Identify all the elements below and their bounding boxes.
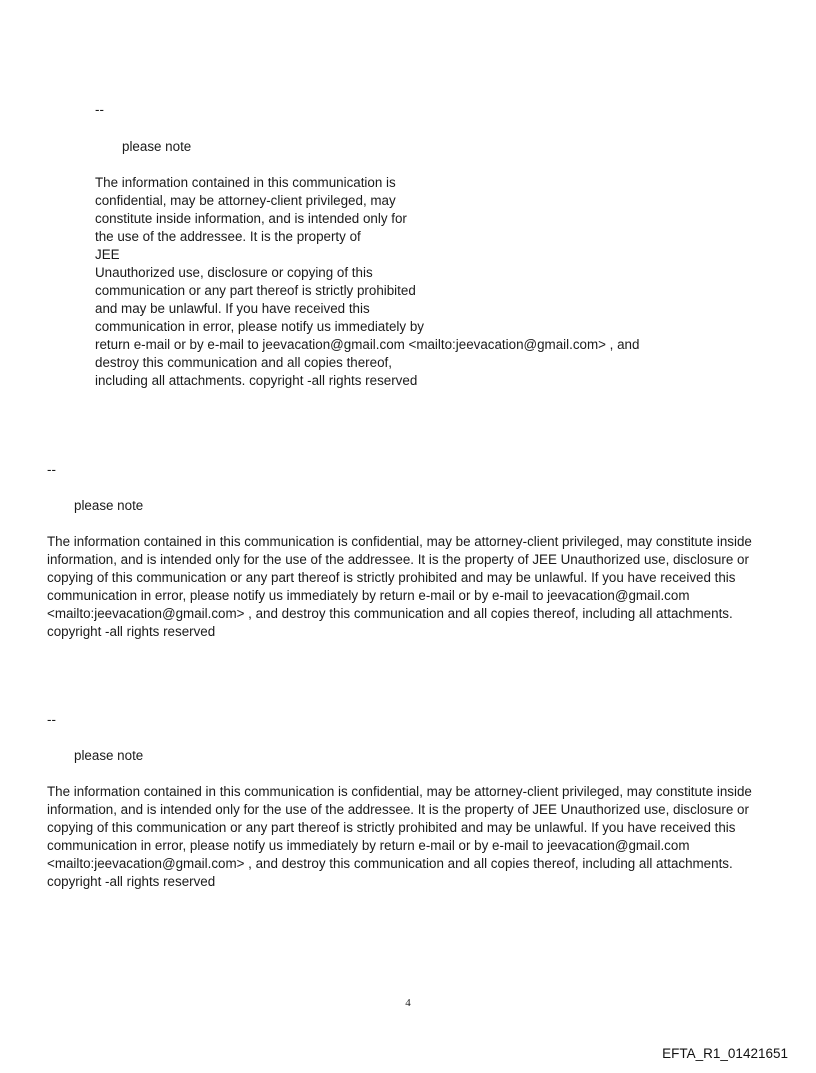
disclaimer-line: constitute inside information, and is intended only for — [95, 211, 407, 226]
disclaimer-line: The information contained in this communication is — [95, 175, 396, 190]
disclaimer-block-3: The information contained in this communication is confidential, may be attorney-client privileged, may constitute inside information, and is intended only for the use of the addressee. It is the property of JEE Unauthorized use, disclosure or copying of this communication or any part thereof is strictly prohibited and may be unlawful. If you have received this communication in error, please notify us immediately by return e-mail or by e-mail to jeevacation@gmail.com <mailto:jeevacation@gmail.com> , and destroy this communication and all copies thereof, including all attachments. copyright -all rights reserved — [47, 784, 752, 889]
disclaimer-block-1 — [95, 174, 639, 390]
disclaimer-line: communication or any part thereof is strictly prohibited — [95, 283, 416, 298]
disclaimer-line: JEE — [95, 247, 120, 262]
note-heading-2: please note — [74, 498, 144, 513]
note-heading-1: please note — [122, 139, 192, 154]
document-id: EFTA_R1_01421651 — [662, 1046, 788, 1061]
disclaimer-line: Unauthorized use, disclosure or copying of this — [95, 265, 373, 280]
disclaimer-line: confidential, may be attorney-client privileged, may — [95, 193, 396, 208]
page-number: 4 — [405, 997, 411, 1009]
separator-1: -- — [95, 102, 104, 117]
disclaimer-line: communication in error, please notify us immediately by — [95, 319, 424, 334]
disclaimer-line: return e-mail or by e-mail to jeevacation@gmail.com <mailto:jeevacation@gmail.com> , and — [95, 337, 640, 352]
disclaimer-block-2: The information contained in this communication is confidential, may be attorney-client privileged, may constitute inside information, and is intended only for the use of the addressee. It is the property of JEE Unauthorized use, disclosure or copying of this communication or any part thereof is strictly prohibited and may be unlawful. If you have received this communication in error, please notify us immediately by return e-mail or by e-mail to jeevacation@gmail.com <mailto:jeevacation@gmail.com> , and destroy this communication and all copies thereof, including all attachments. copyright -all rights reserved — [47, 534, 752, 639]
disclaimer-line: destroy this communication and all copies thereof, — [95, 355, 392, 370]
separator-2: -- — [47, 462, 56, 477]
disclaimer-line: and may be unlawful. If you have received this — [95, 301, 370, 316]
disclaimer-line: including all attachments. copyright -all rights reserved — [95, 373, 418, 388]
note-heading-3: please note — [74, 748, 144, 763]
disclaimer-line: the use of the addressee. It is the property of — [95, 229, 361, 244]
separator-3: -- — [47, 712, 56, 727]
